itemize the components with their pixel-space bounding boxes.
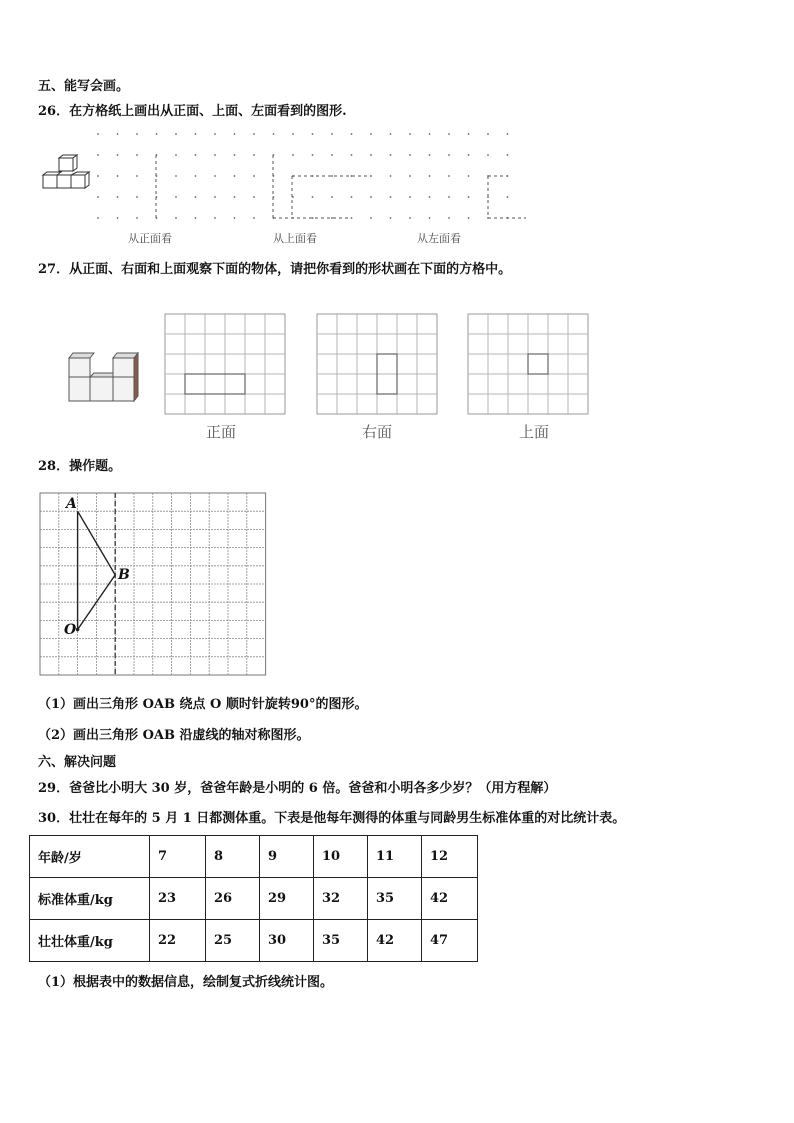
- grid-dot: [136, 196, 138, 198]
- point-o-label: O: [64, 622, 77, 638]
- table-cell: 9: [260, 836, 314, 878]
- grid-dot: [351, 133, 353, 135]
- grid-dot: [390, 217, 392, 219]
- table-cell: 23: [150, 878, 206, 920]
- grid-dot: [234, 175, 236, 177]
- grid-dot: [468, 196, 470, 198]
- grid-dot: [331, 196, 333, 198]
- q27-caption-right: 右面: [362, 423, 393, 441]
- grid-dot: [331, 217, 333, 219]
- question-27-text: 27．从正面、右面和上面观察下面的物体，请把你看到的形状画在下面的方格中。: [38, 262, 512, 277]
- grid-dot: [117, 133, 119, 135]
- table-cell: 11: [368, 836, 422, 878]
- grid-dot: [117, 217, 119, 219]
- table-cell: 22: [150, 920, 206, 962]
- grid-dot: [409, 175, 411, 177]
- table-cell: 47: [422, 920, 478, 962]
- question-30-text: 30．壮壮在每年的 5 月 1 日都测体重。下表是他每年测得的体重与同龄男生标准体重的对比统计表。: [38, 811, 626, 826]
- grid-dot: [429, 175, 431, 177]
- grid-dot: [448, 196, 450, 198]
- grid-dot: [117, 154, 119, 156]
- grid-dot: [351, 196, 353, 198]
- grid-dot: [429, 154, 431, 156]
- grid-dot: [429, 217, 431, 219]
- grid-dot: [214, 217, 216, 219]
- question-26-text: 26．在方格纸上画出从正面、上面、左面看到的图形.: [38, 104, 347, 119]
- grid-dot: [234, 196, 236, 198]
- grid-dot: [409, 217, 411, 219]
- grid-dot: [117, 196, 119, 198]
- grid-dot: [390, 154, 392, 156]
- grid-dot: [409, 196, 411, 198]
- grid-dot: [468, 154, 470, 156]
- table-cell: 30: [260, 920, 314, 962]
- grid-dot: [390, 133, 392, 135]
- grid-dot: [97, 217, 99, 219]
- grid-dot: [429, 133, 431, 135]
- weight-comparison-table: [29, 835, 478, 962]
- table-row: [30, 920, 478, 962]
- table-cell: 标准体重/kg: [30, 878, 150, 920]
- grid-dot: [175, 196, 177, 198]
- section-5-title: 五、能写会画。: [38, 79, 130, 94]
- q27-grid-front: [165, 314, 287, 414]
- grid-dot: [253, 154, 255, 156]
- grid-dot: [331, 154, 333, 156]
- table-row: [30, 878, 478, 920]
- table-cell: 35: [314, 920, 368, 962]
- grid-dot: [448, 217, 450, 219]
- q27-caption-top: 上面: [519, 423, 550, 441]
- grid-dot: [136, 154, 138, 156]
- point-b-label: B: [118, 567, 130, 583]
- grid-dot: [136, 133, 138, 135]
- grid-dot: [156, 133, 158, 135]
- grid-dot: [487, 154, 489, 156]
- point-a-label: A: [66, 496, 77, 512]
- table-cell: 29: [260, 878, 314, 920]
- grid-dot: [370, 154, 372, 156]
- q28-grid: [40, 493, 266, 677]
- grid-dot: [292, 154, 294, 156]
- grid-dot: [97, 154, 99, 156]
- question-28-text: 28．操作题。: [38, 459, 122, 474]
- q28-sub-1: （1）画出三角形 OAB 绕点 O 顺时针旋转90°的图形。: [38, 697, 368, 712]
- grid-dot: [234, 154, 236, 156]
- grid-dot: [409, 133, 411, 135]
- q26-caption-front: 从正面看: [128, 232, 172, 245]
- table-cell: 35: [368, 878, 422, 920]
- grid-dot: [195, 154, 197, 156]
- grid-dot: [468, 217, 470, 219]
- grid-dot: [370, 196, 372, 198]
- q27-caption-front: 正面: [206, 423, 237, 441]
- grid-dot: [195, 196, 197, 198]
- table-cell: 壮壮体重/kg: [30, 920, 150, 962]
- table-cell: 8: [206, 836, 260, 878]
- grid-dot: [351, 217, 353, 219]
- grid-dot: [253, 175, 255, 177]
- grid-dot: [117, 175, 119, 177]
- grid-dot: [214, 154, 216, 156]
- grid-dot: [292, 133, 294, 135]
- section-6-title: 六、解决问题: [38, 755, 117, 770]
- grid-dot: [136, 217, 138, 219]
- q26-caption-left: 从左面看: [417, 232, 461, 245]
- grid-dot: [136, 175, 138, 177]
- grid-dot: [97, 175, 99, 177]
- grid-dot: [273, 133, 275, 135]
- table-cell: 26: [206, 878, 260, 920]
- grid-dot: [487, 133, 489, 135]
- q30-sub-1: （1）根据表中的数据信息，绘制复式折线统计图。: [38, 975, 334, 990]
- grid-dot: [448, 133, 450, 135]
- grid-dot: [175, 133, 177, 135]
- point-o: [76, 628, 80, 632]
- grid-dot: [195, 133, 197, 135]
- grid-dot: [429, 196, 431, 198]
- q26-cube-figure: [40, 155, 92, 193]
- table-cell: 42: [422, 878, 478, 920]
- grid-dot: [312, 154, 314, 156]
- grid-dot: [351, 154, 353, 156]
- grid-dot: [214, 196, 216, 198]
- table-cell: 10: [314, 836, 368, 878]
- table-cell: 年龄/岁: [30, 836, 150, 878]
- grid-dot: [507, 154, 509, 156]
- table-cell: 12: [422, 836, 478, 878]
- q26-caption-top: 从上面看: [273, 232, 317, 245]
- grid-dot: [175, 175, 177, 177]
- grid-dot: [390, 196, 392, 198]
- grid-dot: [331, 133, 333, 135]
- q27-block-figure: [66, 352, 146, 404]
- grid-dot: [97, 133, 99, 135]
- table-cell: 25: [206, 920, 260, 962]
- grid-dot: [253, 217, 255, 219]
- grid-dot: [175, 217, 177, 219]
- grid-dot: [214, 133, 216, 135]
- table-cell: 42: [368, 920, 422, 962]
- grid-dot: [409, 154, 411, 156]
- grid-dot: [214, 175, 216, 177]
- table-header-row: [30, 836, 478, 878]
- grid-dot: [507, 196, 509, 198]
- grid-dot: [507, 133, 509, 135]
- q26-dot-grid: [96, 132, 528, 224]
- grid-dot: [253, 196, 255, 198]
- grid-dot: [195, 175, 197, 177]
- grid-dot: [468, 133, 470, 135]
- q27-grid-top: [468, 314, 590, 414]
- q28-sub-2: （2）画出三角形 OAB 沿虚线的轴对称图形。: [38, 728, 310, 743]
- table-cell: 7: [150, 836, 206, 878]
- table-cell: 32: [314, 878, 368, 920]
- grid-dot: [468, 175, 470, 177]
- grid-dot: [253, 133, 255, 135]
- grid-dot: [370, 217, 372, 219]
- grid-dot: [370, 133, 372, 135]
- grid-dot: [234, 133, 236, 135]
- grid-dot: [448, 154, 450, 156]
- question-29-text: 29．爸爸比小明大 30 岁，爸爸年龄是小明的 6 倍。爸爸和小明各多少岁？（用方程解）: [38, 781, 557, 796]
- grid-dot: [175, 154, 177, 156]
- grid-dot: [390, 175, 392, 177]
- grid-dot: [312, 133, 314, 135]
- grid-dot: [234, 217, 236, 219]
- grid-dot: [312, 196, 314, 198]
- grid-dot: [97, 196, 99, 198]
- q27-grid-right: [317, 314, 439, 414]
- grid-dot: [331, 175, 333, 177]
- grid-dot: [448, 175, 450, 177]
- grid-dot: [195, 217, 197, 219]
